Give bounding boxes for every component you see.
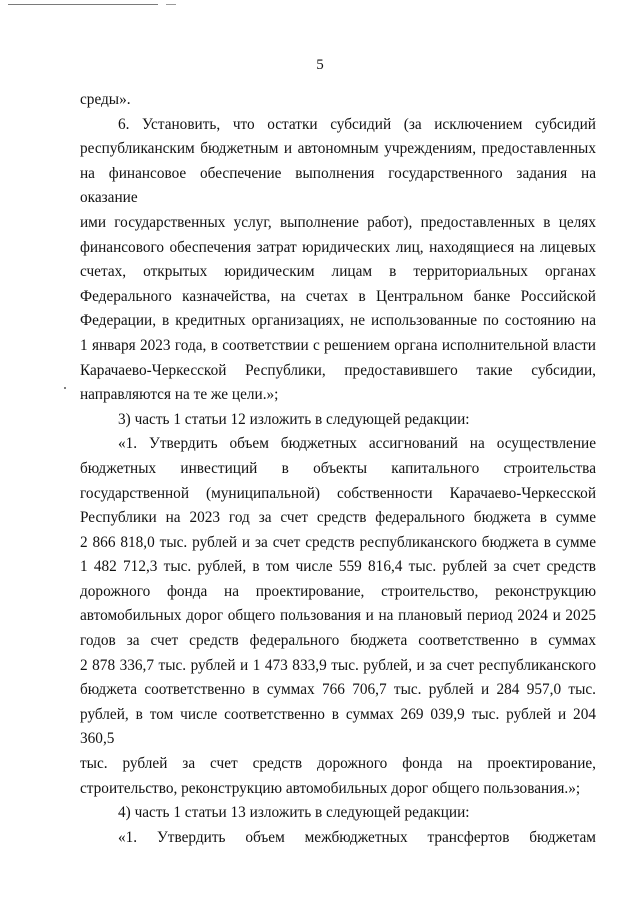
text-line: финансового обеспечения затрат юридических лиц, находящиеся на лицевых [80,238,596,256]
text-line: Карачаево-Черкесской Республики, предоставившего такие субсидии, [80,361,596,379]
text-line: годов за счет средств федерального бюджета соответственно в суммах [80,632,596,650]
text-line: среды». [80,91,131,108]
scan-artifact-dot [64,387,66,389]
text-line: «1. Утвердить объем межбюджетных трансфертов бюджетам [118,828,596,846]
text-line: 4) часть 1 статьи 13 изложить в следующей редакции: [118,804,470,822]
text-line: рублей, в том числе соответственно в суммах 269 039,9 тыс. рублей и 204 360,5 [80,705,596,748]
text-line: строительство, реконструкцию автомобильных дорог общего пользования.»; [80,779,581,797]
text-line: «1. Утвердить объем бюджетных ассигнований на осуществление [118,435,596,453]
text-line: 2 866 818,0 тыс. рублей и за счет средств республиканского бюджета в сумме [80,533,596,551]
text-line: государственной (муниципальной) собственности Карачаево-Черкесской [80,484,596,502]
text-line: Федерации, в кредитных организациях, не использованные по состоянию на [80,312,596,330]
scan-artifact-line [166,4,176,5]
text-line: Республики на 2023 год за счет средств федерального бюджета в сумме [80,509,596,527]
text-line: автомобильных дорог общего пользования и на плановый период 2024 и 2025 [80,607,596,625]
text-line: бюджета соответственно в суммах 766 706,7 тыс. рублей и 284 957,0 тыс. [80,681,596,699]
text-line: тыс. рублей за счет средств дорожного фонда на проектирование, [80,755,596,773]
text-line: 3) часть 1 статьи 12 изложить в следующей редакции: [118,410,470,428]
text-line: счетах, открытых юридическим лицам в территориальных органах [80,263,596,281]
text-line: дорожного фонда на проектирование, строительство, реконструкцию [80,582,596,600]
text-line: 2 878 336,7 тыс. рублей и 1 473 833,9 тыс. рублей, и за счет республиканского [80,656,596,674]
text-line: бюджетных инвестиций в объекты капитального строительства [80,459,596,477]
text-line: 6. Установить, что остатки субсидий (за исключением субсидий [118,115,596,133]
text-line: на финансовое обеспечение выполнения государственного задания на оказание [80,164,596,207]
text-line: республиканским бюджетным и автономным учреждениям, предоставленных [80,140,596,158]
text-line: 1 января 2023 года, в соответствии с решением органа исполнительной власти [80,336,596,354]
scan-artifact-line [8,4,158,5]
text-line: 1 482 712,3 тыс. рублей, в том числе 559 816,4 тыс. рублей за счет средств [80,558,596,576]
document-body [80,88,596,850]
text-line: ими государственных услуг, выполнение работ), предоставленных в целях [80,213,596,231]
page-number: 5 [316,57,324,73]
text-line: направляются на те же цели.»; [80,386,279,404]
text-line: Федерального казначейства, на счетах в Центральном банке Российской [80,287,596,305]
